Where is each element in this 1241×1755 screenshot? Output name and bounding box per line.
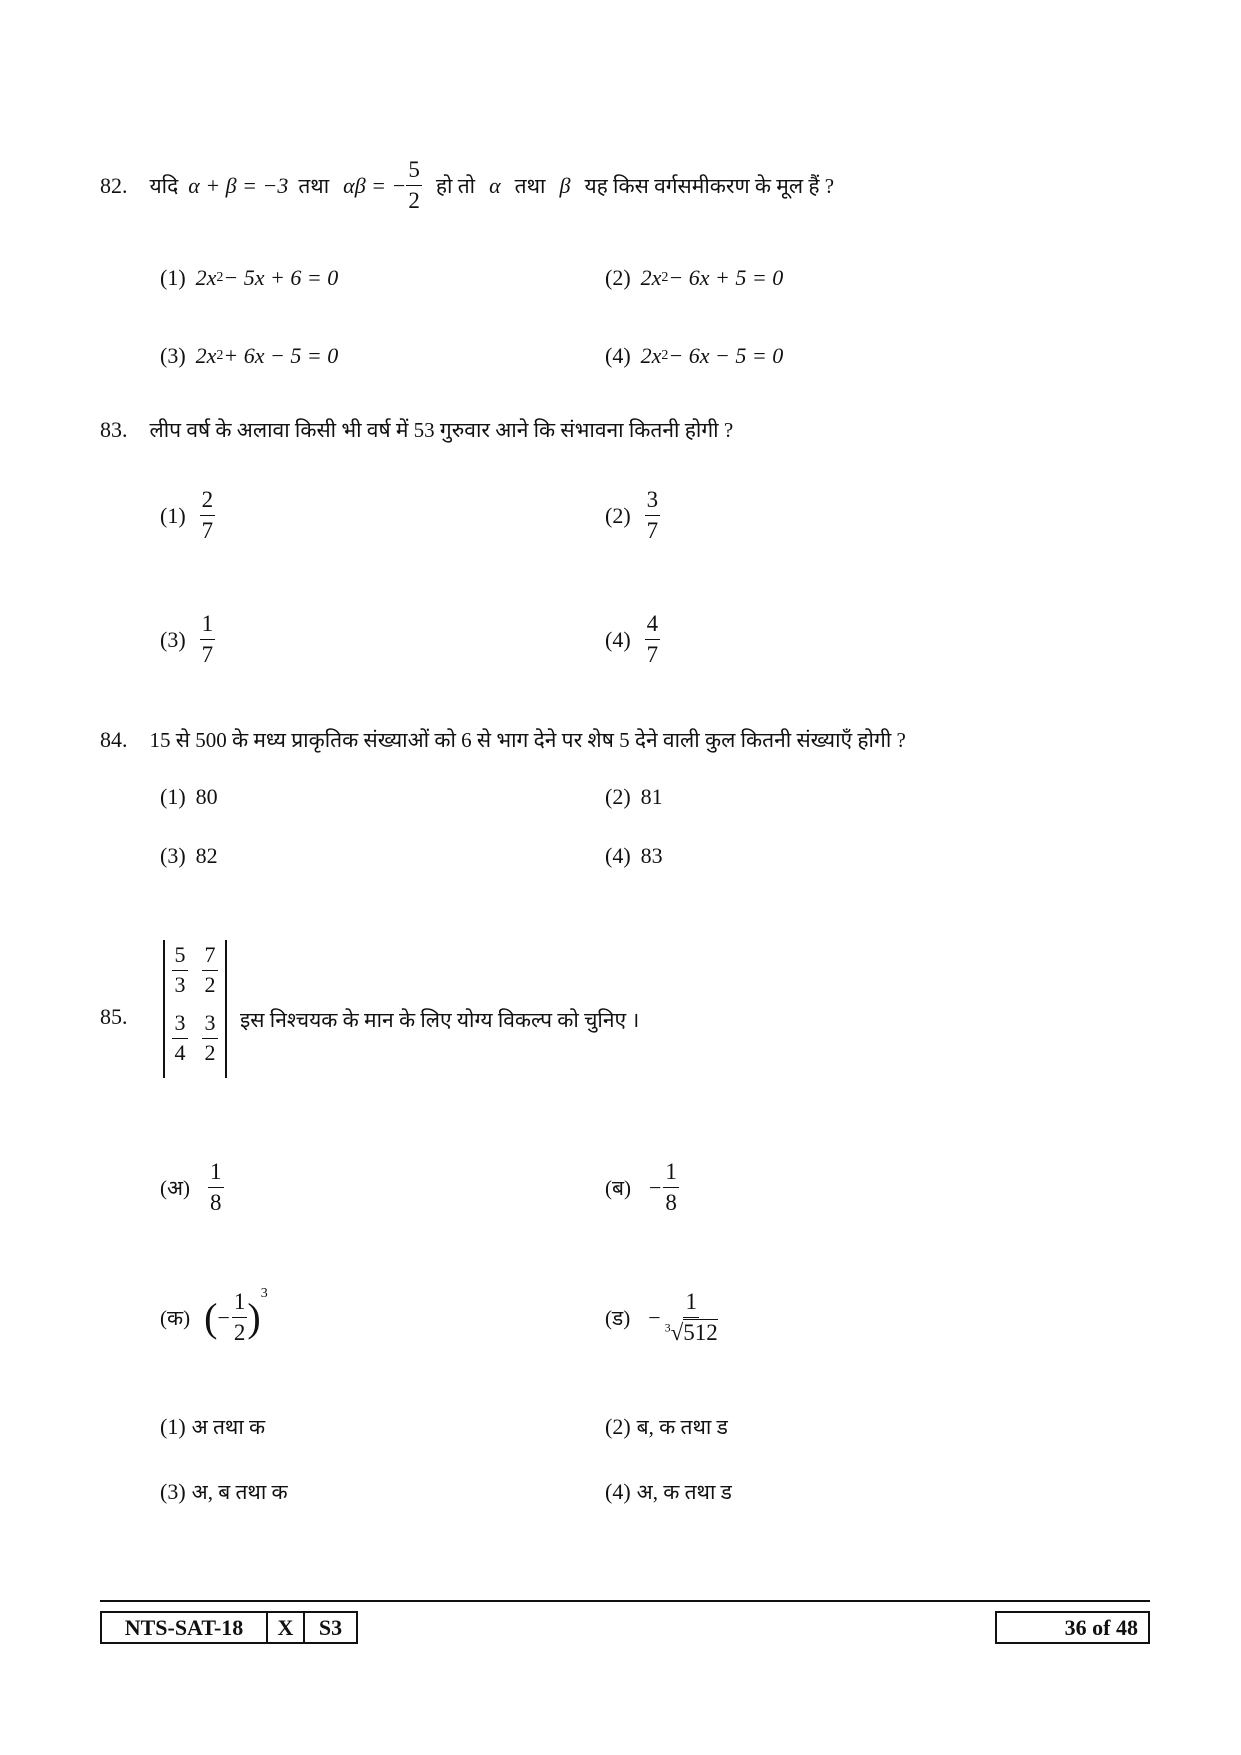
option <box>605 488 660 543</box>
math-expression: α + β = −3 <box>188 172 289 198</box>
det-cell-c-den: 4 <box>174 1040 186 1065</box>
det-cell-d-num: 3 <box>204 1010 216 1035</box>
exponent: 3 <box>260 1286 268 1301</box>
option-exponent: 2 <box>216 348 224 363</box>
option-value: − 6x + 5 = 0 <box>668 265 784 290</box>
option-label: (2) <box>605 265 631 290</box>
option-exponent: 2 <box>216 270 224 285</box>
option <box>605 343 783 369</box>
option <box>605 265 783 291</box>
question-text: हो तो <box>435 173 476 198</box>
option <box>160 265 338 291</box>
question-text: 15 से 500 के मध्य प्राकृतिक संख्याओं को 6 से भाग देने पर शेष 5 देने वाली कुल कितनी संख्याएँ होगी ? <box>149 728 906 752</box>
fraction-numerator: 1 <box>208 1160 224 1188</box>
option-exponent: 2 <box>661 348 669 363</box>
question-number: 83. <box>100 417 128 442</box>
fraction <box>208 1160 224 1215</box>
fraction <box>645 488 661 543</box>
fraction-denominator: 7 <box>646 642 659 668</box>
fraction <box>232 1290 248 1345</box>
option-label: (4) <box>605 1479 631 1504</box>
root-index: 3 <box>664 1320 671 1335</box>
fraction-denominator: 7 <box>201 642 214 668</box>
determinant <box>163 940 227 1078</box>
sign: − <box>648 1304 661 1330</box>
option-value: 2x <box>640 343 662 368</box>
option-value: अ, क तथा ड <box>636 1480 732 1504</box>
option <box>160 843 218 869</box>
option-label: (1) <box>160 1414 186 1439</box>
right-paren: ) <box>247 1294 261 1340</box>
option <box>160 343 338 369</box>
choice-label: (क) <box>160 1305 191 1330</box>
fraction <box>665 1290 718 1345</box>
footer-set: X <box>266 1611 305 1644</box>
fraction-numerator: 2 <box>200 488 216 516</box>
question-number: 82. <box>100 172 128 198</box>
option-value: 2x <box>640 265 662 290</box>
radicand: 512 <box>683 1320 718 1346</box>
fraction-bar <box>172 1038 188 1039</box>
footer-series: S3 <box>303 1611 358 1644</box>
choice-b <box>605 1160 679 1215</box>
option-label: (3) <box>160 343 186 368</box>
option <box>160 612 215 667</box>
question-text: तथा <box>298 173 330 198</box>
sign: − <box>648 1174 662 1200</box>
option <box>160 1413 265 1441</box>
fraction-denominator: 2 <box>408 188 420 214</box>
fraction-bar <box>202 970 218 971</box>
fraction-numerator: 1 <box>200 612 216 640</box>
footer-code: NTS-SAT-18 <box>100 1611 268 1644</box>
math-symbol: β <box>559 172 571 198</box>
fraction-denominator <box>665 1318 718 1345</box>
option-label: (3) <box>160 843 186 868</box>
fraction <box>200 612 216 667</box>
choice-label: (ड) <box>605 1305 631 1330</box>
option-label: (3) <box>160 1479 186 1504</box>
page-number: 36 of 48 <box>995 1611 1150 1644</box>
fraction-denominator: 7 <box>646 518 659 544</box>
option-value: 2x <box>195 343 217 368</box>
option-value: − 5x + 6 = 0 <box>223 265 339 290</box>
math-symbol: α <box>489 172 501 198</box>
option-value: अ, ब तथा क <box>191 1480 288 1504</box>
question-text: तथा <box>514 173 546 198</box>
option-value: − 6x − 5 = 0 <box>668 343 784 368</box>
det-cell-b-num: 7 <box>204 942 216 967</box>
det-cell-d-den: 2 <box>204 1040 216 1065</box>
question-83 <box>100 416 733 444</box>
math-expression: αβ = − <box>343 172 407 198</box>
fraction-numerator: 1 <box>663 1160 679 1188</box>
fraction-denominator: 2 <box>233 1320 246 1346</box>
choice-k <box>160 1286 268 1346</box>
footer-rule <box>100 1600 1150 1602</box>
option-label: (1) <box>160 265 186 290</box>
question-text: इस निश्चयक के मान के लिए योग्य विकल्प को चुनिए । <box>240 1008 640 1032</box>
option-value: ब, क तथा ड <box>636 1415 728 1439</box>
option-label: (2) <box>605 784 631 809</box>
option-label: (1) <box>160 502 186 528</box>
question-text: लीप वर्ष के अलावा किसी भी वर्ष में 53 गुरुवार आने कि संभावना कितनी होगी ? <box>149 418 734 442</box>
option-value: 81 <box>640 784 663 809</box>
option <box>160 1478 288 1506</box>
option <box>605 1478 732 1506</box>
fraction-denominator: 8 <box>210 1190 222 1216</box>
choice-d <box>605 1290 718 1345</box>
option-label: (4) <box>605 343 631 368</box>
choice-label: (ब) <box>605 1175 631 1200</box>
option-value: + 6x − 5 = 0 <box>223 343 339 368</box>
option-value: 82 <box>195 843 218 868</box>
option-label: (2) <box>605 502 631 528</box>
option-label: (1) <box>160 784 186 809</box>
fraction-bar <box>202 1038 218 1039</box>
question-82 <box>100 158 834 213</box>
question-text: यदि <box>149 173 179 198</box>
option-exponent: 2 <box>661 270 669 285</box>
question-number: 85. <box>100 1004 128 1029</box>
question-84 <box>100 726 906 754</box>
root-sign: √ <box>670 1320 684 1346</box>
fraction-denominator: 7 <box>201 518 214 544</box>
option <box>605 1413 728 1441</box>
choice-label: (अ) <box>160 1175 191 1200</box>
question-text: यह किस वर्गसमीकरण के मूल हैं ? <box>584 173 835 198</box>
fraction-numerator: 5 <box>406 158 422 186</box>
fraction-bar <box>172 970 188 971</box>
option-value: 83 <box>640 843 663 868</box>
option <box>160 488 215 543</box>
option-value: 2x <box>195 265 217 290</box>
fraction-numerator: 4 <box>645 612 661 640</box>
det-cell-a-den: 3 <box>174 972 186 997</box>
option-value: 80 <box>195 784 218 809</box>
fraction <box>200 488 216 543</box>
fraction-numerator: 1 <box>232 1290 248 1318</box>
sign: − <box>217 1304 230 1330</box>
choice-a <box>160 1160 224 1215</box>
det-cell-c-num: 3 <box>174 1010 186 1035</box>
option-value: अ तथा क <box>191 1415 266 1439</box>
fraction <box>645 612 661 667</box>
option-label: (4) <box>605 843 631 868</box>
option-label: (4) <box>605 626 631 652</box>
det-cell-a-num: 5 <box>174 942 186 967</box>
fraction-denominator: 8 <box>665 1190 677 1216</box>
option <box>605 843 663 869</box>
question-number: 84. <box>100 727 128 752</box>
fraction-numerator: 3 <box>645 488 661 516</box>
option <box>605 612 660 667</box>
left-paren: ( <box>204 1294 218 1340</box>
det-cell-b-den: 2 <box>204 972 216 997</box>
option-label: (2) <box>605 1414 631 1439</box>
option <box>160 784 218 810</box>
option-label: (3) <box>160 626 186 652</box>
fraction <box>663 1160 679 1215</box>
option <box>605 784 663 810</box>
fraction-numerator: 1 <box>683 1290 699 1318</box>
fraction <box>406 158 422 213</box>
